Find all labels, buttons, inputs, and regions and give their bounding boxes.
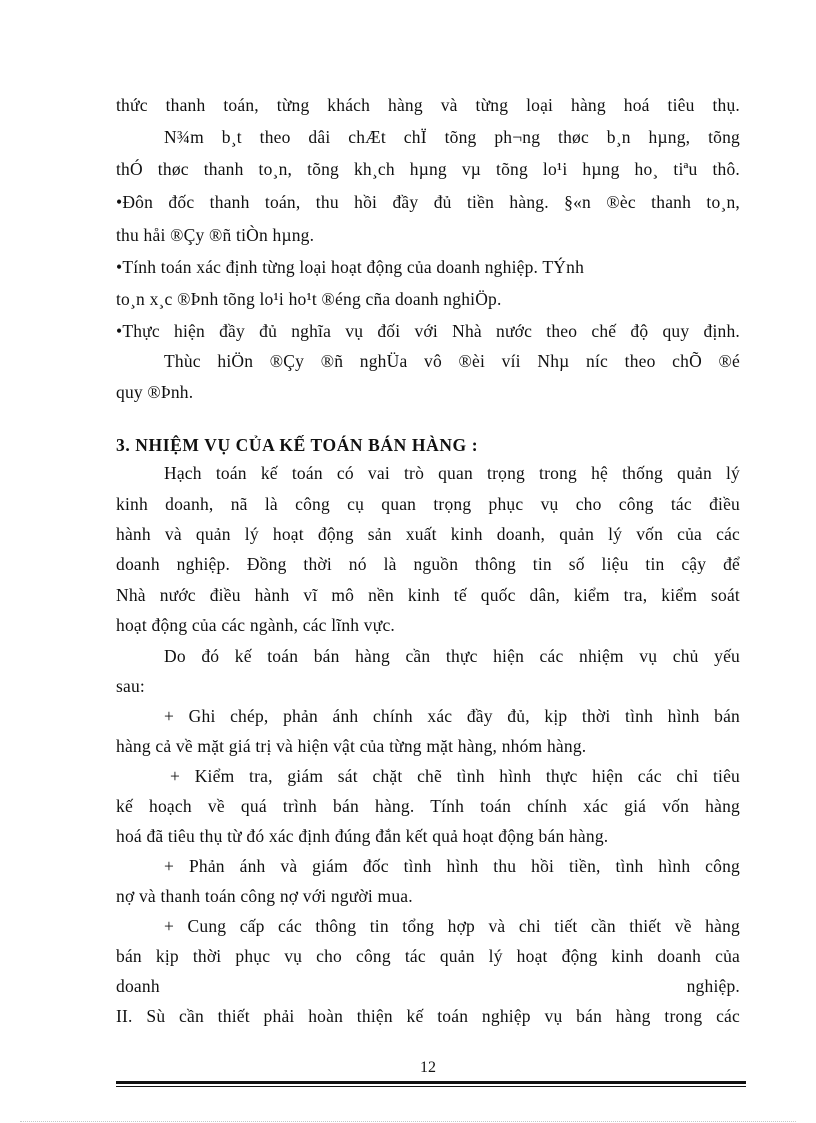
body-line: II. Sù cần thiết phải hoàn thiện kế toán nghiệp vụ bán hàng trong các — [116, 1006, 740, 1026]
section-heading: 3. NHIỆM VỤ CỦA KẾ TOÁN BÁN HÀNG : — [116, 435, 479, 455]
body-line: Do đó kế toán bán hàng cần thực hiện các nhiệm vụ chủ yếu — [164, 646, 740, 666]
page-edge-divider — [20, 1121, 796, 1122]
body-line: •Thực hiện đầy đủ nghĩa vụ đối với Nhà nước theo chế độ quy định. — [116, 321, 740, 341]
page-number: 12 — [420, 1059, 436, 1076]
body-line: sau: — [116, 676, 145, 696]
body-line: bán kịp thời phục vụ cho công tác quản lý hoạt động kinh doanh của — [116, 946, 740, 966]
body-line: hàng cả về mặt giá trị và hiện vật của từng mặt hàng, nhóm hàng. — [116, 736, 587, 756]
body-line: hành và quản lý hoạt động sản xuất kinh doanh, quản lý vốn của các — [116, 524, 740, 544]
body-line: to¸n x¸c ®Þnh tõng lo¹i ho¹t ®éng cña doanh nghiÖp. — [116, 289, 502, 309]
body-line: hoạt động của các ngành, các lĩnh vực. — [116, 615, 395, 635]
body-line: Thùc hiÖn ®Çy ®ñ nghÜa vô ®èi víi Nhµ níc theo chÕ ®é — [164, 351, 740, 371]
body-line: thu håi ®Çy ®ñ tiÒn hµng. — [116, 225, 315, 245]
list-item: + Ghi chép, phản ánh chính xác đầy đủ, kịp thời tình hình bán — [164, 706, 740, 726]
body-line: •Tính toán xác định từng loại hoạt động của doanh nghiệp. TÝnh — [116, 257, 585, 277]
body-line: quy ®Þnh. — [116, 382, 194, 402]
body-line: thÓ thøc thanh to¸n, tõng kh¸ch hµng vµ tõng lo¹i hµng ho¸ tiªu thô. — [116, 159, 740, 179]
body-line: •Đôn đốc thanh toán, thu hồi đầy đủ tiền hàng. §«n ®èc thanh to¸n, — [116, 192, 740, 212]
body-line: kinh doanh, nã là công cụ quan trọng phục vụ cho công tác điều — [116, 494, 740, 514]
body-line: nghiệp. — [686, 976, 740, 996]
body-line: hoá đã tiêu thụ từ đó xác định đúng đắn kết quả hoạt động bán hàng. — [116, 826, 609, 846]
body-line: nợ và thanh toán công nợ với người mua. — [116, 886, 413, 906]
footer-rule — [116, 1086, 746, 1087]
list-item: + Phản ánh và giám đốc tình hình thu hồi tiền, tình hình công — [164, 856, 740, 876]
body-line: doanh nghiệp. Đồng thời nó là nguồn thông tin số liệu tin cậy để — [116, 554, 740, 574]
body-line: N¾m b¸t theo dâi chÆt chÏ tõng ph¬ng thøc b¸n hµng, tõng — [164, 127, 740, 147]
body-line: thức thanh toán, từng khách hàng và từng loại hàng hoá tiêu thụ. — [116, 95, 740, 115]
list-item: + Cung cấp các thông tin tổng hợp và chi tiết cần thiết về hàng — [164, 916, 740, 936]
footer-rule — [116, 1081, 746, 1084]
body-line: doanh — [116, 976, 160, 996]
body-line: Hạch toán kế toán có vai trò quan trọng trong hệ thống quản lý — [164, 463, 740, 483]
body-line: Nhà nước điều hành vĩ mô nền kinh tế quốc dân, kiểm tra, kiểm soát — [116, 585, 740, 605]
list-item: + Kiểm tra, giám sát chặt chẽ tình hình thực hiện các chỉ tiêu — [170, 766, 740, 786]
body-line: kế hoạch về quá trình bán hàng. Tính toán chính xác giá vốn hàng — [116, 796, 740, 816]
